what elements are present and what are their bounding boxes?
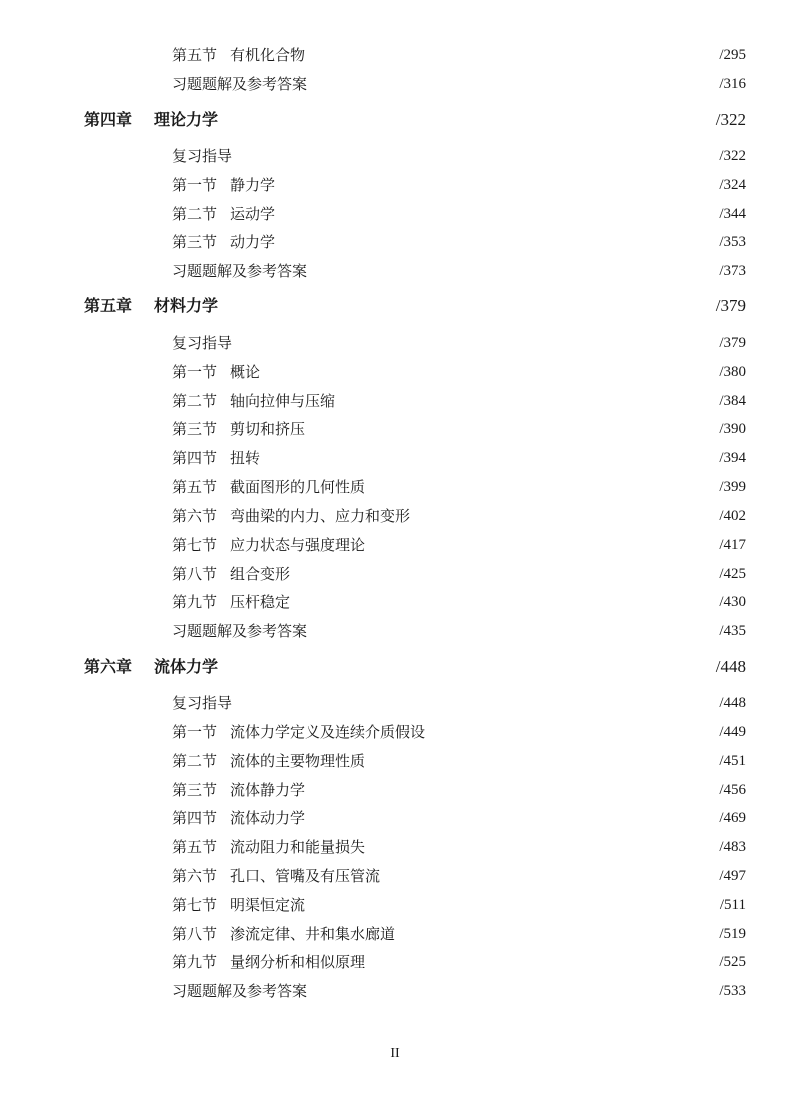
toc-entry-label	[172, 618, 307, 644]
page-number: /469	[719, 810, 746, 826]
page-number: /394	[719, 450, 746, 466]
toc-entry-label	[172, 834, 365, 860]
chapter-title: 材料力学	[154, 296, 219, 315]
chapter-number: 第六章	[84, 657, 133, 676]
page-number: /430	[719, 594, 746, 610]
section-title: 概论	[230, 363, 261, 381]
page-number: /373	[719, 263, 746, 279]
toc-entry-label	[172, 978, 307, 1004]
toc-section-row[interactable]	[0, 690, 790, 716]
toc-entry-label	[172, 172, 275, 198]
toc-section-row[interactable]	[0, 416, 790, 442]
page-number: /322	[715, 110, 746, 129]
section-title: 压杆稳定	[230, 593, 291, 611]
page-number: /456	[719, 782, 746, 798]
toc-entry-label	[172, 532, 365, 558]
section-number: 第五节	[172, 838, 218, 856]
page-number: /425	[719, 566, 746, 582]
toc-section-row[interactable]	[0, 978, 790, 1004]
page-number: /353	[719, 234, 746, 250]
page-number: /525	[719, 954, 746, 970]
toc-section-row[interactable]	[0, 863, 790, 889]
toc-section-row[interactable]	[0, 719, 790, 745]
toc-entry-label	[172, 474, 365, 500]
section-title: 复习指导	[172, 147, 233, 165]
section-title: 孔口、管嘴及有压管流	[230, 867, 381, 885]
toc-chapter-row[interactable]	[0, 293, 790, 319]
page-number: /511	[719, 897, 746, 913]
toc-entry-label	[172, 416, 305, 442]
section-title: 习题题解及参考答案	[172, 262, 308, 280]
page-number: /449	[719, 724, 746, 740]
toc-section-row[interactable]	[0, 143, 790, 169]
toc-entry-label	[84, 107, 218, 133]
toc-entry-label	[172, 503, 410, 529]
toc-section-row[interactable]	[0, 777, 790, 803]
section-title: 习题题解及参考答案	[172, 75, 308, 93]
section-number: 第八节	[172, 565, 218, 583]
section-number: 第二节	[172, 752, 218, 770]
page-number: /379	[719, 335, 746, 351]
section-number: 第九节	[172, 953, 218, 971]
toc-entry-label	[172, 690, 232, 716]
page-number: /344	[719, 206, 746, 222]
page-number: /417	[719, 537, 746, 553]
toc-section-row[interactable]	[0, 805, 790, 831]
page-number: /483	[719, 839, 746, 855]
toc-section-row[interactable]	[0, 532, 790, 558]
toc-section-row[interactable]	[0, 445, 790, 471]
section-number: 第一节	[172, 176, 218, 194]
toc-entry-label	[172, 445, 260, 471]
section-number: 第一节	[172, 723, 218, 741]
toc-section-row[interactable]	[0, 258, 790, 284]
toc-entry-label	[172, 719, 425, 745]
toc-section-row[interactable]	[0, 172, 790, 198]
toc-section-row[interactable]	[0, 330, 790, 356]
section-title: 流体力学定义及连续介质假设	[230, 723, 426, 741]
section-number: 第六节	[172, 507, 218, 525]
section-title: 习题题解及参考答案	[172, 622, 308, 640]
toc-section-row[interactable]	[0, 561, 790, 587]
toc-entry-label	[172, 892, 305, 918]
toc-entry-label	[172, 229, 275, 255]
toc-section-row[interactable]	[0, 618, 790, 644]
section-title: 扭转	[230, 449, 261, 467]
toc-entry-label	[172, 777, 305, 803]
page-folio: II	[390, 1046, 400, 1061]
section-number: 第四节	[172, 449, 218, 467]
section-title: 渗流定律、井和集水廊道	[230, 925, 396, 943]
toc-entry-label	[172, 359, 260, 385]
toc-section-row[interactable]	[0, 589, 790, 615]
section-number: 第二节	[172, 392, 218, 410]
toc-entry-label	[172, 589, 290, 615]
section-title: 习题题解及参考答案	[172, 982, 308, 1000]
section-title: 复习指导	[172, 334, 233, 352]
chapter-number: 第四章	[84, 110, 133, 129]
toc-entry-label	[172, 921, 395, 947]
section-title: 有机化合物	[230, 46, 306, 64]
page-number: /379	[715, 296, 746, 315]
page-number: /519	[719, 926, 746, 942]
section-title: 明渠恒定流	[230, 896, 306, 914]
section-title: 流动阻力和能量损失	[230, 838, 366, 856]
toc-section-row[interactable]	[0, 949, 790, 975]
page-number: /448	[715, 657, 746, 676]
section-title: 流体静力学	[230, 781, 306, 799]
toc-entry-label	[172, 388, 335, 414]
toc-entry-label	[172, 561, 290, 587]
section-number: 第八节	[172, 925, 218, 943]
toc-entry-label	[172, 330, 232, 356]
page-number: /435	[719, 623, 746, 639]
section-number: 第七节	[172, 536, 218, 554]
section-title: 运动学	[230, 205, 276, 223]
toc-entry-label	[172, 42, 305, 68]
toc-entry-label	[172, 258, 307, 284]
section-number: 第四节	[172, 809, 218, 827]
toc-entry-label	[172, 143, 232, 169]
section-title: 剪切和挤压	[230, 420, 306, 438]
section-number: 第六节	[172, 867, 218, 885]
section-title: 复习指导	[172, 694, 233, 712]
toc-section-row[interactable]	[0, 503, 790, 529]
section-title: 动力学	[230, 233, 276, 251]
toc-entry-label	[84, 654, 218, 680]
toc-section-row[interactable]	[0, 42, 790, 68]
section-number: 第三节	[172, 420, 218, 438]
section-number: 第九节	[172, 593, 218, 611]
toc-chapter-row[interactable]	[0, 654, 790, 680]
toc-section-row[interactable]	[0, 71, 790, 97]
chapter-title: 流体力学	[154, 657, 219, 676]
section-title: 截面图形的几何性质	[230, 478, 366, 496]
toc-entry-label	[172, 805, 305, 831]
section-title: 组合变形	[230, 565, 291, 583]
page-number: /533	[719, 983, 746, 999]
section-title: 流体动力学	[230, 809, 306, 827]
toc-entry-label	[172, 71, 307, 97]
page-number: /316	[719, 76, 746, 92]
page-number: /451	[719, 753, 746, 769]
section-title: 应力状态与强度理论	[230, 536, 366, 554]
toc-entry-label	[172, 863, 380, 889]
toc-section-row[interactable]	[0, 201, 790, 227]
toc-entry-label	[172, 201, 275, 227]
toc-section-row[interactable]	[0, 921, 790, 947]
section-title: 弯曲梁的内力、应力和变形	[230, 507, 411, 525]
section-number: 第二节	[172, 205, 218, 223]
toc-section-row[interactable]	[0, 359, 790, 385]
section-title: 流体的主要物理性质	[230, 752, 366, 770]
page-number: /497	[719, 868, 746, 884]
toc-section-row[interactable]	[0, 892, 790, 918]
section-title: 静力学	[230, 176, 276, 194]
toc-chapter-row[interactable]	[0, 107, 790, 133]
toc-entry-label	[172, 748, 365, 774]
section-number: 第三节	[172, 781, 218, 799]
section-number: 第五节	[172, 478, 218, 496]
toc-entry-label	[172, 949, 365, 975]
section-title: 量纲分析和相似原理	[230, 953, 366, 971]
page-number: /399	[719, 479, 746, 495]
toc-section-row[interactable]	[0, 748, 790, 774]
toc-section-row[interactable]	[0, 834, 790, 860]
page-number: /324	[719, 177, 746, 193]
chapter-number: 第五章	[84, 296, 133, 315]
toc-entry-label	[84, 293, 218, 319]
section-title: 轴向拉伸与压缩	[230, 392, 336, 410]
section-number: 第一节	[172, 363, 218, 381]
page-number: /448	[719, 695, 746, 711]
page-number: /390	[719, 421, 746, 437]
page-number: /402	[719, 508, 746, 524]
page-number: /295	[719, 47, 746, 63]
chapter-title: 理论力学	[154, 110, 219, 129]
toc-section-row[interactable]	[0, 474, 790, 500]
toc-section-row[interactable]	[0, 229, 790, 255]
toc-section-row[interactable]	[0, 388, 790, 414]
page-number: /384	[719, 393, 746, 409]
section-number: 第五节	[172, 46, 218, 64]
section-number: 第七节	[172, 896, 218, 914]
section-number: 第三节	[172, 233, 218, 251]
page-number: /380	[719, 364, 746, 380]
page-number: /322	[719, 148, 746, 164]
